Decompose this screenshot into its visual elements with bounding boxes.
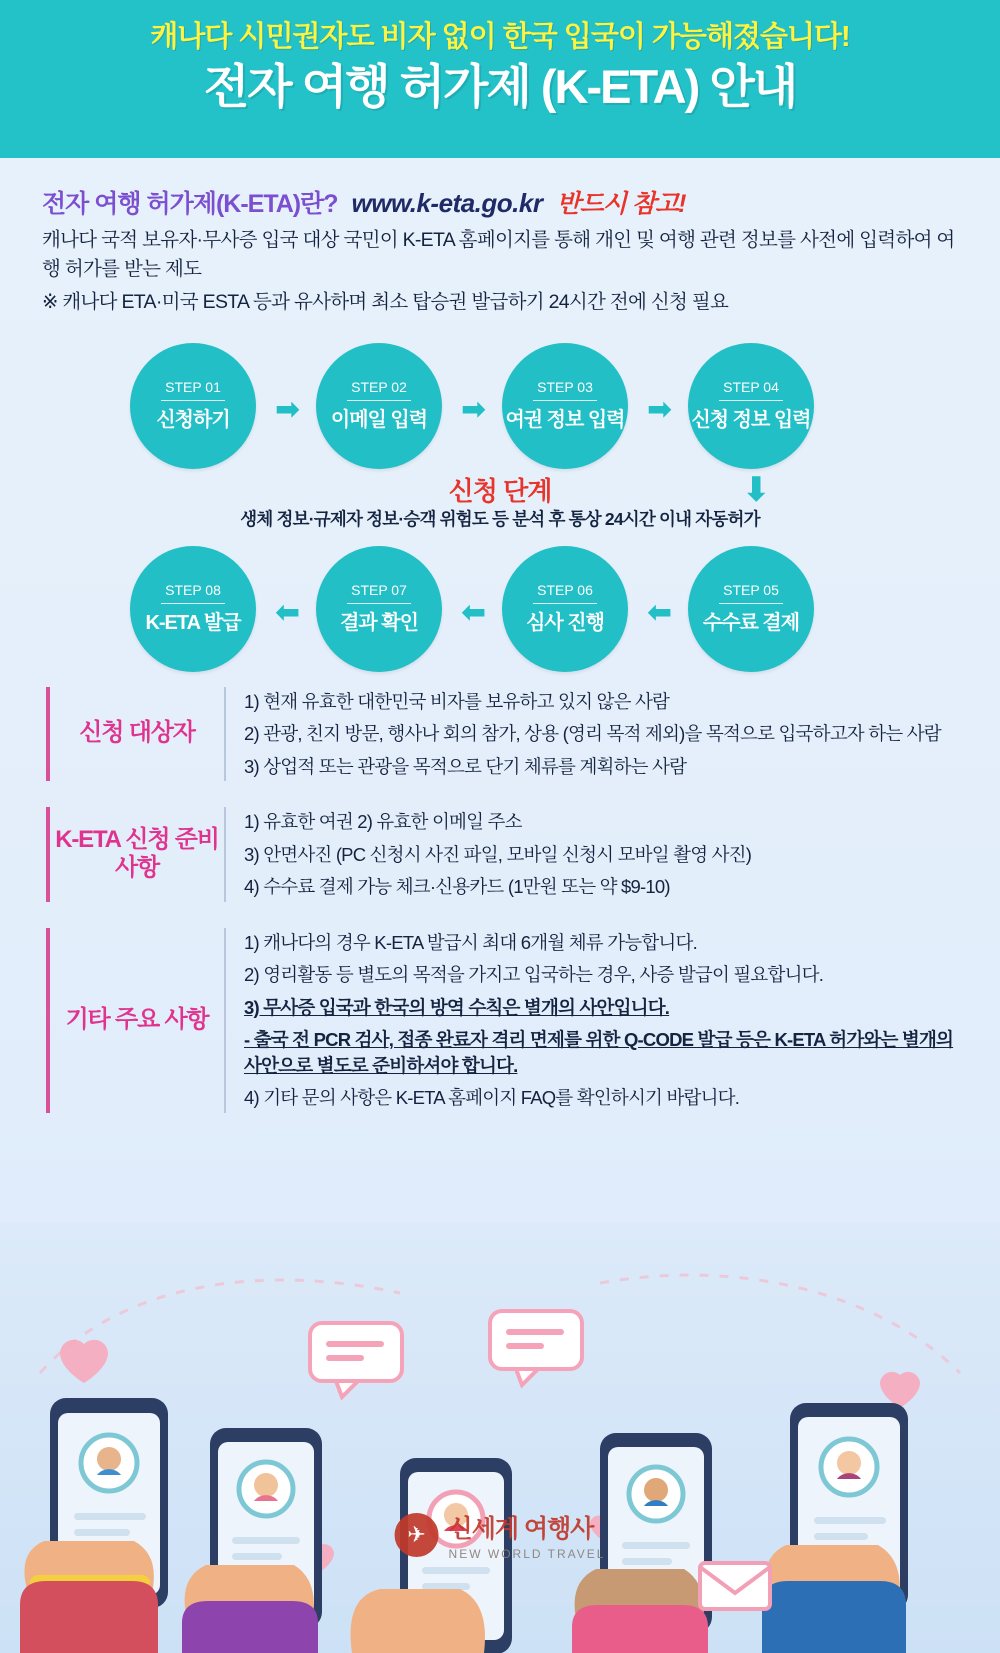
info-title-text: 신청 대상자 — [79, 719, 195, 747]
step-number: STEP 06 — [533, 582, 597, 604]
info-row-requirements — [46, 807, 954, 902]
arrow-left-icon: ⬅ — [647, 595, 673, 629]
step-label: 이메일 입력 — [330, 409, 428, 432]
info-title-text: K-ETA 신청 준비사항 — [55, 825, 219, 882]
step-circle-08 — [130, 546, 256, 672]
step-label: 수수료 결제 — [702, 612, 800, 635]
arrow-down-icon: ⬇ — [742, 470, 771, 509]
info-body-other-notes — [224, 928, 954, 1113]
step-label: 신청하기 — [156, 409, 230, 432]
intro-section — [0, 158, 1000, 317]
list-item: 4) 수수료 결제 가능 체크·신용카드 (1만원 또는 약 $9-10) — [244, 876, 670, 898]
step-label: 신청 정보 입력 — [691, 409, 811, 432]
info-row-other-notes — [46, 928, 954, 1113]
list-item: 3) 안면사진 (PC 신청시 사진 파일, 모바일 신청시 모바일 촬영 사진) — [244, 843, 752, 865]
step-circle-07 — [316, 546, 442, 672]
step-number: STEP 02 — [347, 379, 411, 401]
logo-mark-icon: ✈ — [395, 1513, 439, 1557]
step-circle-05 — [688, 546, 814, 672]
step-label: 심사 진행 — [526, 612, 604, 635]
step-label: 여권 정보 입력 — [505, 409, 625, 432]
info-sections — [0, 687, 1000, 1113]
step-number: STEP 03 — [533, 379, 597, 401]
list-item: 2) 관광, 친지 방문, 행사나 회의 참가, 상용 (영리 목적 제외)을 목적으로 입국하고자 하는 사람 — [244, 723, 941, 745]
illustration-area — [0, 1223, 1000, 1653]
step-circle-03 — [502, 343, 628, 469]
info-title-other-notes — [46, 928, 224, 1113]
info-row-applicants — [46, 687, 954, 782]
list-item: 1) 현재 유효한 대한민국 비자를 보유하고 있지 않은 사람 — [244, 690, 670, 712]
page-title: 전자 여행 허가제 (K-ETA) 안내 — [203, 59, 797, 113]
info-title-text: 기타 주요 사항 — [65, 1005, 209, 1033]
company-logo — [395, 1509, 606, 1561]
header-subtitle: 캐나다 시민권자도 비자 없이 한국 입국이 가능해졌습니다! — [150, 21, 850, 53]
intro-emphasis: 반드시 참고! — [556, 190, 686, 218]
step-circle-01 — [130, 343, 256, 469]
step-label: 결과 확인 — [340, 612, 418, 635]
info-body-applicants — [224, 687, 954, 782]
arrow-left-icon: ⬅ — [275, 595, 301, 629]
intro-note-text: ※ 캐나다 ETA·미국 ESTA 등과 유사하며 최소 탑승권 발급하기 24시간 전에 신청 필요 — [42, 290, 729, 313]
step-circle-04 — [688, 343, 814, 469]
step-label: K-ETA 발급 — [145, 612, 241, 635]
list-item: 2) 영리활동 등 별도의 목적을 가지고 입국하는 경우, 사증 발급이 필요합니다. — [244, 964, 824, 986]
step-circle-06 — [502, 546, 628, 672]
arrow-left-icon: ⬅ — [461, 595, 487, 629]
step-circle-02 — [316, 343, 442, 469]
steps-mid-description: 생체 정보·규제자 정보·승객 위험도 등 분석 후 통상 24시간 이내 자동허가 — [240, 508, 760, 529]
intro-heading-row — [42, 184, 958, 220]
logo-name-en: NEW WORLD TRAVEL — [448, 1547, 606, 1561]
hands-phones-illustration — [0, 1223, 1000, 1653]
keta-website-link[interactable]: www.k-eta.go.kr — [351, 188, 543, 218]
info-title-requirements — [46, 807, 224, 902]
info-body-requirements — [224, 807, 954, 902]
step-number: STEP 04 — [719, 379, 783, 401]
intro-question: 전자 여행 허가제(K-ETA)란? — [42, 190, 338, 218]
step-number: STEP 07 — [347, 582, 411, 604]
list-item-highlight: - 출국 전 PCR 검사, 접종 완료자 격리 면제를 위한 Q-CODE 발급 등은 K-ETA 허가와는 별개의 사안으로 별도로 준비하셔야 합니다. — [244, 1029, 954, 1076]
steps-mid-title: 신청 단계 — [448, 475, 552, 506]
list-item: 3) 상업적 또는 관광을 목적으로 단기 체류를 계획하는 사람 — [244, 755, 687, 777]
list-item: 1) 캐나다의 경우 K-ETA 발급시 최대 6개월 체류 가능합니다. — [244, 931, 697, 953]
step-number: STEP 01 — [161, 379, 225, 401]
page-header — [0, 0, 1000, 158]
arrow-right-icon: ➡ — [275, 392, 301, 426]
arrow-right-icon: ➡ — [461, 392, 487, 426]
steps-diagram — [0, 343, 1000, 673]
step-number: STEP 05 — [719, 582, 783, 604]
step-number: STEP 08 — [161, 582, 225, 604]
intro-body-text: 캐나다 국적 보유자·무사증 입국 대상 국민이 K-ETA 홈페이지를 통해 개인 및 여행 관련 정보를 사전에 입력하여 여행 허가를 받는 제도 — [42, 229, 955, 280]
arrow-right-icon: ➡ — [647, 392, 673, 426]
logo-name-ko: 신세계 여행사 — [448, 1515, 594, 1543]
logo-text-block — [449, 1509, 606, 1561]
list-item: 1) 유효한 여권 2) 유효한 이메일 주소 — [244, 811, 522, 833]
info-title-applicants — [46, 687, 224, 782]
list-item-highlight: 3) 무사증 입국과 한국의 방역 수칙은 별개의 사안입니다. — [244, 996, 670, 1018]
list-item: 4) 기타 문의 사항은 K-ETA 홈페이지 FAQ를 확인하시기 바랍니다. — [244, 1087, 740, 1109]
